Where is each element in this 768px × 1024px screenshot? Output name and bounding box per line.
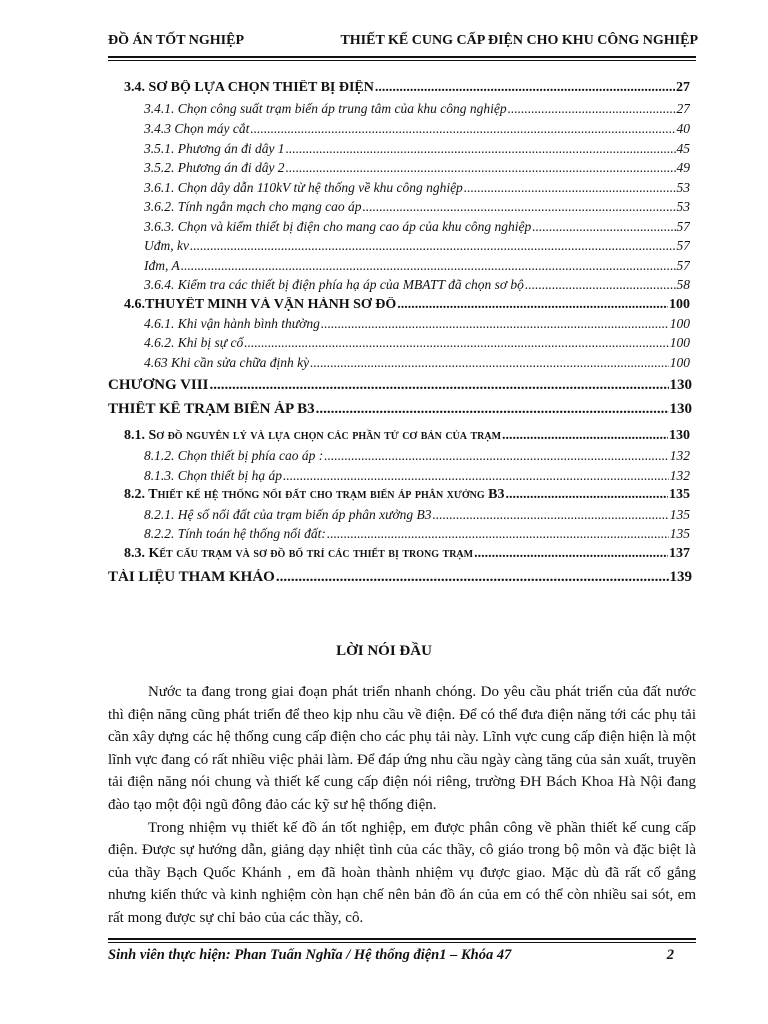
header-right: THIẾT KẾ CUNG CẤP ĐIỆN CHO KHU CÔNG NGHIỆP [340,33,698,48]
toc-entry: 3.6.1. Chọn dây dẫn 110kV từ hệ thống về khu công nghiệp ..... 53 [144,180,690,196]
page-number: 2 [666,947,674,963]
page-footer [108,947,698,964]
toc-entry: 4.6.1. Khi vận hành bình thường ..... 100 [144,316,690,332]
toc-entry: Iđm, A ..... 57 [144,258,690,274]
toc-entry: CHƯƠNG VIII ..... 130 [108,377,692,394]
toc-entry: TÀI LIỆU THAM KHẢO ..... 139 [108,569,692,586]
toc-entry: 4.6.2. Khi bị sự cố ..... 100 [144,335,690,351]
preface-paragraph: Nước ta đang trong giai đoạn phát triển nhanh chóng. Do yêu cầu phát triển của đất nước thì điện năng cũng phát triển để theo kịp nhu cầu về điện. Để có thể đưa điện năng tới các phụ tải cần xây dựng các hệ thống cung cấp điện cho các phụ tải này. Lĩnh vực cung cấp điện hiện là một lĩnh vực đang có rất nhiều việc phải làm. Để đáp ứng nhu cầu ngày càng tăng của sản xuất, truyền tải điện năng nói chung và thiết kế cung cấp điện nói riêng, trường ĐH Bách Khoa Hà Nội đang đào tạo một đội ngũ đông đảo các kỹ sư hệ thống điện. [108,684,696,813]
toc-entry: 8.2.2. Tính toán hệ thống nối đất: ..... 135 [144,526,690,542]
preface-title: LỜI NÓI ĐẦU [336,643,432,659]
toc-entry: 3.4.1. Chọn công suất trạm biến áp trung tâm của khu công nghiệp ..... 27 [144,101,690,117]
toc-entry: 3.5.2. Phương án đi dây 2 ..... 49 [144,160,690,176]
toc-entry: THIẾT KẾ TRẠM BIẾN ÁP B3 ..... 130 [108,401,692,418]
toc-entry: 3.6.2. Tính ngắn mạch cho mạng cao áp ..... 53 [144,199,690,215]
toc-entry: 8.3. Kết cấu trạm và sơ đồ bố trí các thiết bị trong trạm ..... 137 [124,546,690,562]
footer-author: Sinh viên thực hiện: Phan Tuấn Nghĩa / Hệ thống điện1 – Khóa 47 [108,947,512,963]
toc-entry: 8.2.1. Hệ số nối đất của trạm biến áp phân xưởng B3 ..... 135 [144,507,690,523]
footer-rule [108,938,696,940]
toc-entry: 3.5.1. Phương án đi dây 1 ..... 45 [144,141,690,157]
toc-entry: 3.6.3. Chọn và kiểm thiết bị điện cho mang cao áp của khu công nghiệp ..... 57 [144,219,690,235]
footer-rule-thin [108,942,696,943]
preface-paragraph: Trong nhiệm vụ thiết kế đồ án tốt nghiệp, em được phân công về phần thiết kế cung cấp điện. Được sự hướng dẫn, giảng dạy nhiệt tình của các thầy, cô giáo trong bộ môn và đặc biệt là của thầy Bạch Quốc Khánh , em đã hoàn thành nhiệm vụ được giao. Mặc dù đã rất cố gắng nhưng kiến thức và kinh nghiệm còn hạn chế nên bản đồ án của em có thể còn nhiều sai sót, em rất mong được sự chỉ bảo của các thầy, cô. [108,819,696,926]
preface-body [108,681,696,930]
toc-entry: 4.63 Khi cần sửa chữa định kỳ ..... 100 [144,355,690,371]
toc-entry: 3.4.3 Chọn máy cắt ..... 40 [144,121,690,137]
toc-entry: 8.2. Thiết kế hệ thống nối đất cho trạm biến áp phân xưởng B3 ..... 135 [124,487,690,503]
toc-entry: 3.6.4. Kiểm tra các thiết bị điện phía hạ áp của MBATT đã chọn sơ bộ ..... 58 [144,277,690,293]
toc-entry: Uđm, kv ..... 57 [144,238,690,254]
toc-entry: 3.4. SƠ BỘ LỰA CHỌN THIẾT BỊ ĐIỆN ..... 27 [124,80,690,96]
toc-entry: 8.1.3. Chọn thiết bị hạ áp ..... 132 [144,468,690,484]
toc-entry: 4.6.THUYẾT MINH VÀ VẬN HÀNH SƠ ĐỒ ..... 100 [124,297,690,313]
toc-entry: 8.1. Sơ đồ nguyên lý và lựa chọn các phần tử cơ bản của trạm ..... 130 [124,428,690,444]
toc-entry: 8.1.2. Chọn thiết bị phía cao áp : ..... 132 [144,448,690,464]
header-left: ĐỒ ÁN TỐT NGHIỆP [108,33,245,48]
